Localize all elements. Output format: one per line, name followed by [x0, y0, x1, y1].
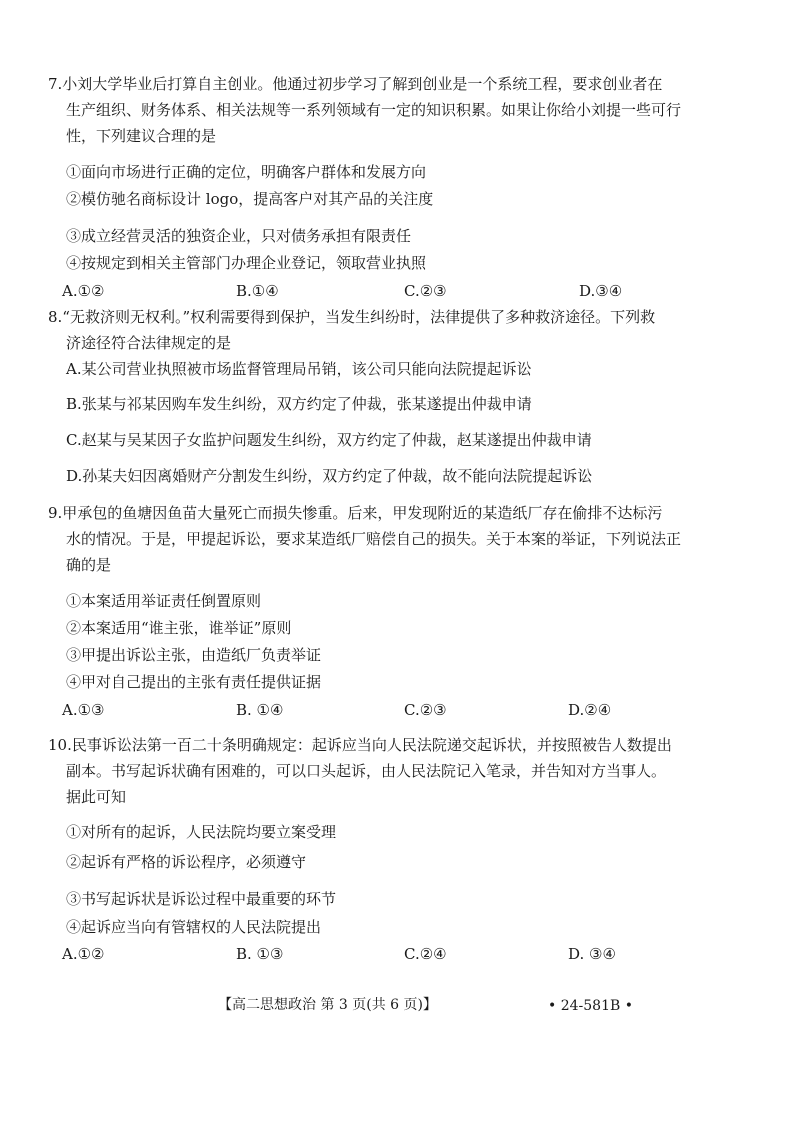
statement-item: ②本案适用“谁主张，谁举证”原则 [66, 619, 292, 637]
question-stem-line: 8.“无救济则无权利。”权利需要得到保护，当发生纠纷时，法律提供了多种救济途径。下列救 [48, 308, 656, 326]
option-b: B.张某与祁某因购车发生纠纷，双方约定了仲裁，张某遂提出仲裁申请 [66, 395, 532, 413]
choice-d: D.③④ [579, 282, 623, 300]
question-stem-line: 副本。书写起诉状确有困难的，可以口头起诉，由人民法院记入笔录，并告知对方当事人。 [66, 762, 667, 780]
statement-item: ①面向市场进行正确的定位，明确客户群体和发展方向 [66, 163, 427, 181]
statement-item: ③成立经营灵活的独资企业，只对债务承担有限责任 [66, 227, 412, 245]
choice-b: B. ①④ [236, 701, 284, 719]
question-stem-line: 确的是 [66, 556, 112, 574]
statement-item: ②模仿驰名商标设计 logo，提高客户对其产品的关注度 [66, 190, 434, 208]
question-stem-line: 生产组织、财务体系、相关法规等一系列领域有一定的知识积累。如果让你给小刘提一些可行 [66, 101, 682, 119]
statement-item: ②起诉有严格的诉讼程序，必须遵守 [66, 853, 307, 871]
choice-c: C.②③ [404, 701, 447, 719]
option-a: A.某公司营业执照被市场监督管理局吊销，该公司只能向法院提起诉讼 [66, 360, 532, 378]
choice-a: A.①③ [62, 701, 105, 719]
choice-d: D. ③④ [568, 945, 616, 963]
page-footer-title: 【高二思想政治 第 3 页(共 6 页)】 [218, 997, 437, 1013]
choice-b: B.①④ [236, 282, 279, 300]
statement-item: ④起诉应当向有管辖权的人民法院提出 [66, 918, 322, 936]
question-stem-line: 10.民事诉讼法第一百二十条明确规定：起诉应当向人民法院递交起诉状，并按照被告人数提出 [48, 736, 672, 754]
page-footer-code: • 24-581B • [548, 998, 633, 1014]
question-stem-line: 水的情况。于是，甲提起诉讼，要求某造纸厂赔偿自己的损失。关于本案的举证，下列说法正 [66, 530, 682, 548]
question-stem-line: 7.小刘大学毕业后打算自主创业。他通过初步学习了解到创业是一个系统工程，要求创业者在 [48, 75, 663, 93]
option-c: C.赵某与吴某因子女监护问题发生纠纷，双方约定了仲裁，赵某遂提出仲裁申请 [66, 431, 592, 449]
question-stem-line: 性，下列建议合理的是 [66, 127, 217, 145]
statement-item: ①对所有的起诉，人民法院均要立案受理 [66, 823, 337, 841]
choice-c: C.②③ [404, 282, 447, 300]
option-d: D.孙某夫妇因离婚财产分割发生纠纷，双方约定了仲裁，故不能向法院提起诉讼 [66, 467, 593, 485]
question-stem-line: 济途径符合法律规定的是 [66, 334, 232, 352]
statement-item: ③书写起诉状是诉讼过程中最重要的环节 [66, 890, 337, 908]
statement-item: ③甲提出诉讼主张，由造纸厂负责举证 [66, 646, 322, 664]
choice-b: B. ①③ [236, 945, 284, 963]
question-stem-line: 据此可知 [66, 788, 127, 806]
choice-a: A.①② [62, 282, 105, 300]
question-stem-line: 9.甲承包的鱼塘因鱼苗大量死亡而损失惨重。后来，甲发现附近的某造纸厂存在偷排不达标污 [48, 504, 663, 522]
statement-item: ④甲对自己提出的主张有责任提供证据 [66, 673, 322, 691]
choice-a: A.①② [62, 945, 105, 963]
statement-item: ④按规定到相关主管部门办理企业登记，领取营业执照 [66, 254, 427, 272]
statement-item: ①本案适用举证责任倒置原则 [66, 592, 262, 610]
choice-c: C.②④ [404, 945, 447, 963]
choice-d: D.②④ [568, 701, 612, 719]
